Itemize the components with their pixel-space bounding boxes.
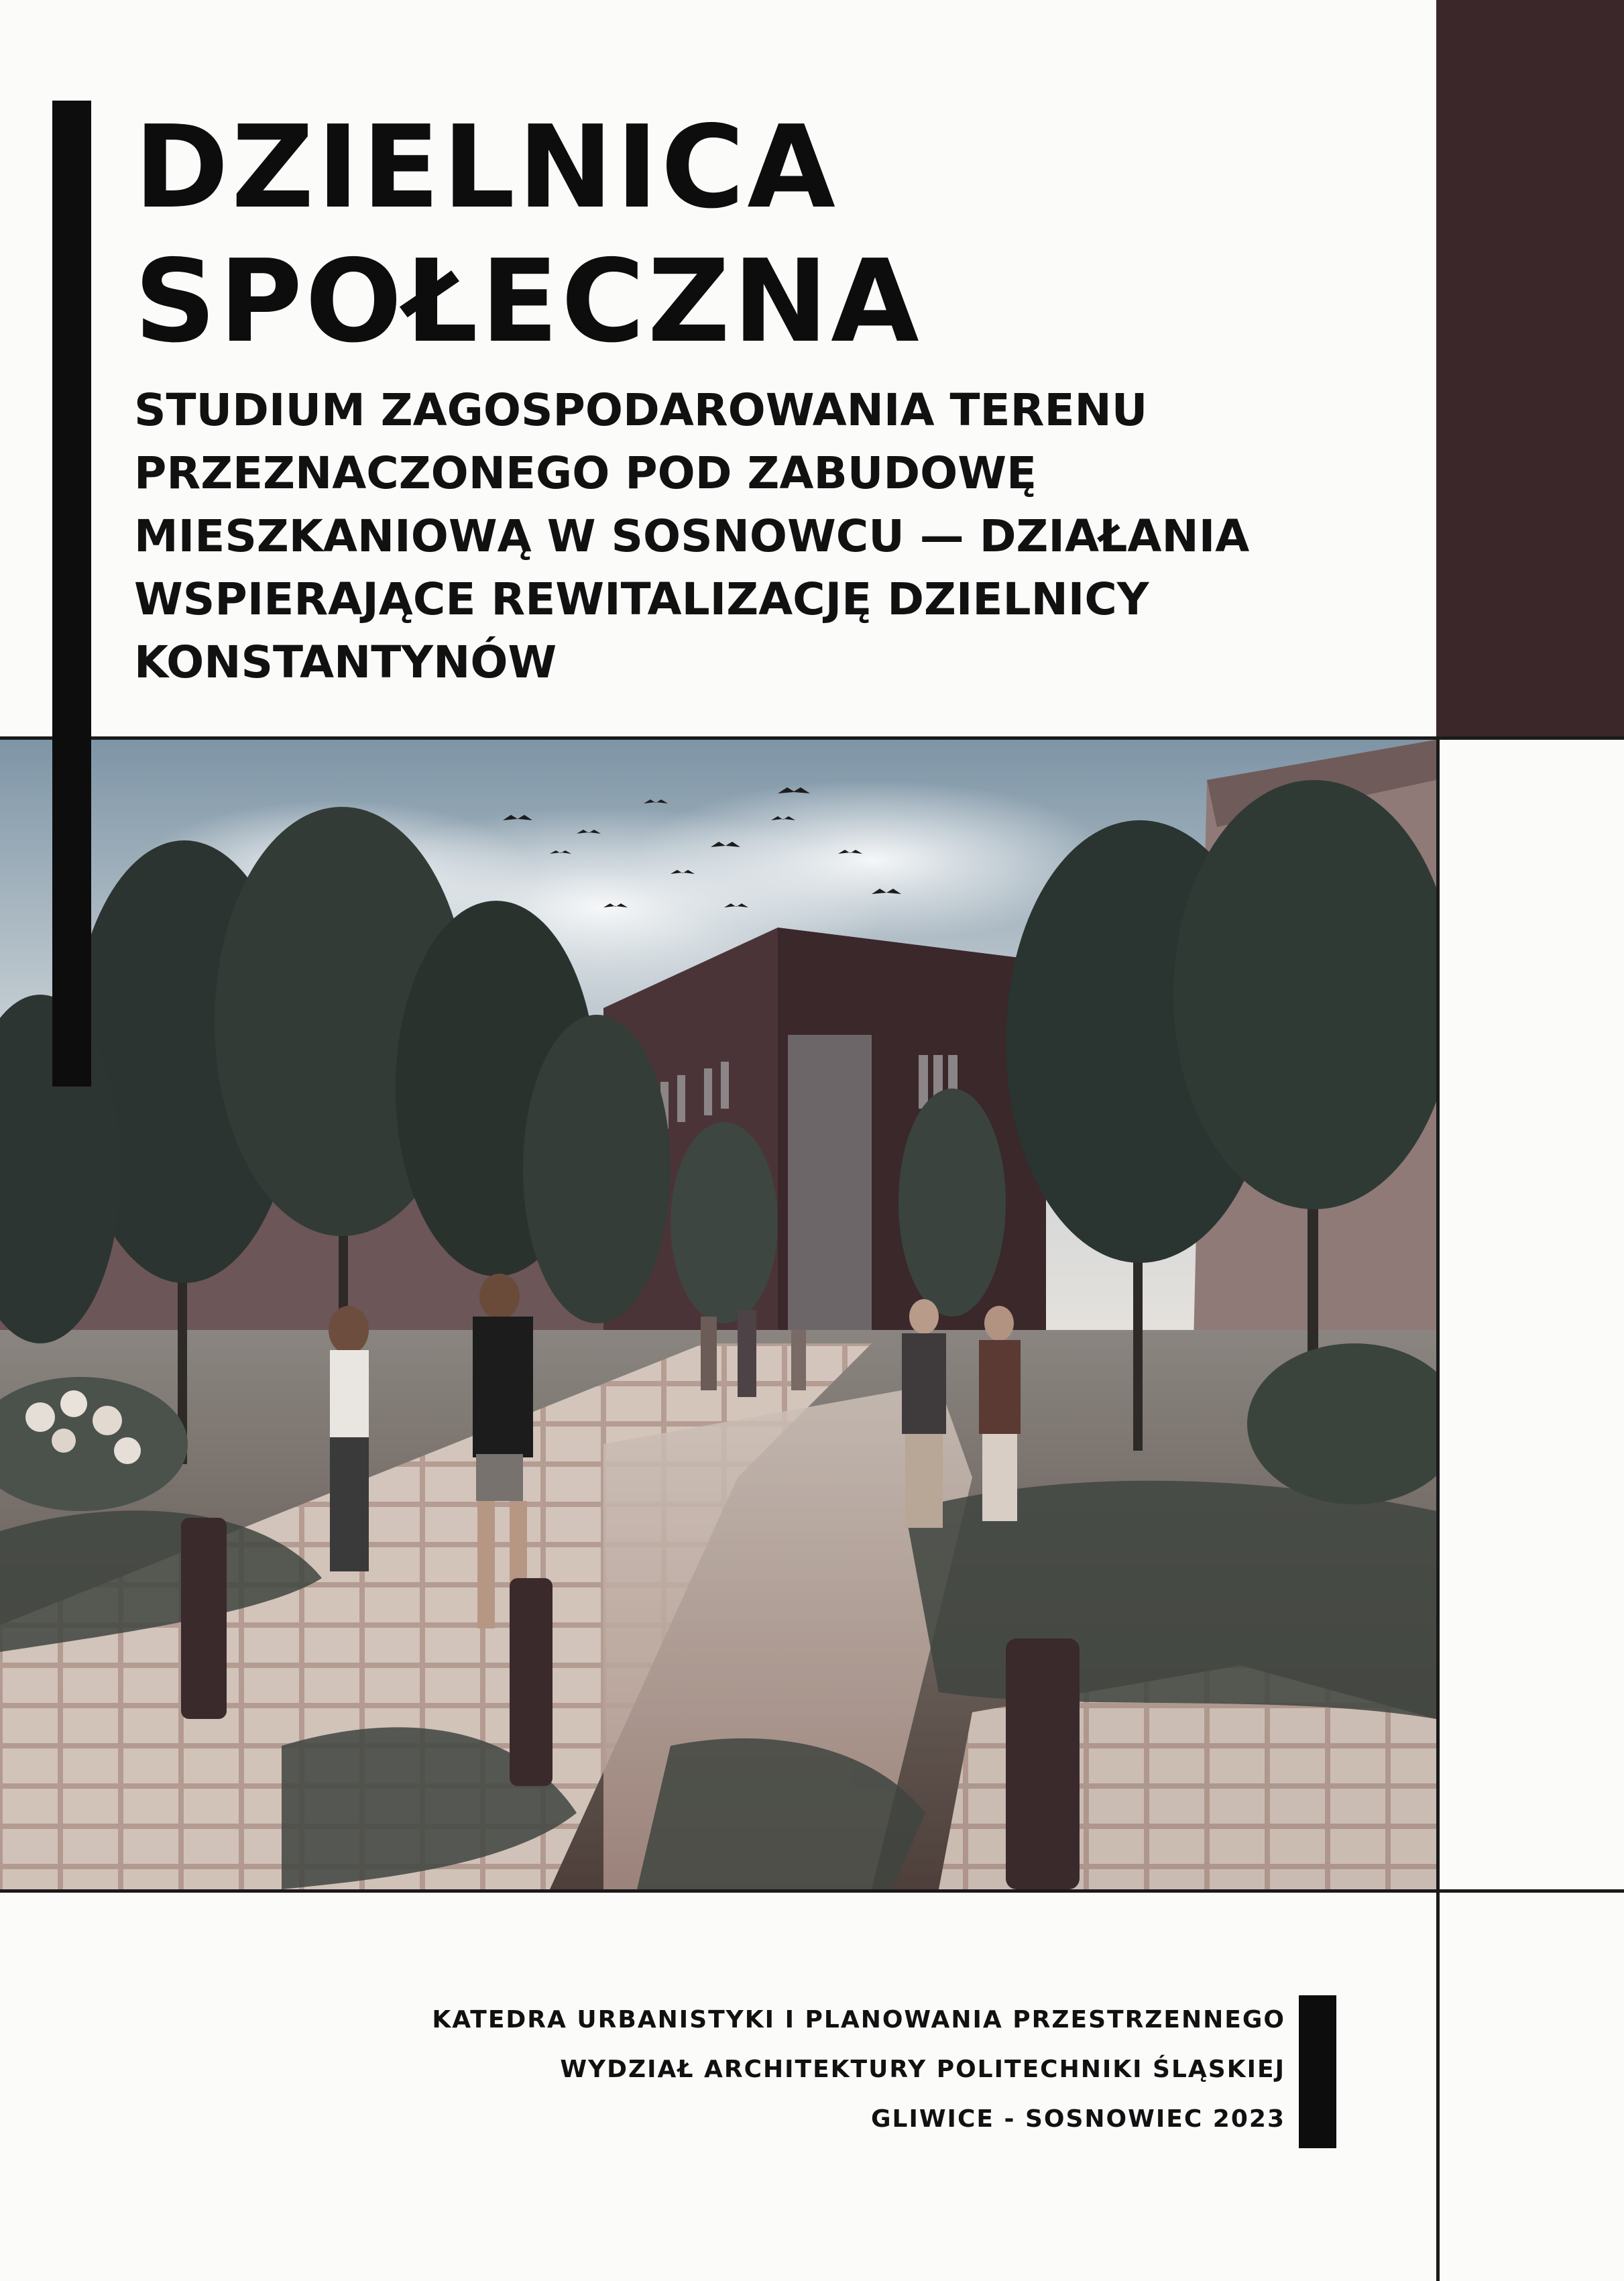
title-line-2: SPOŁECZNA <box>134 235 922 368</box>
book-subtitle <box>134 379 1395 694</box>
building-glazing <box>788 1035 872 1330</box>
subtitle-line: WSPIERAJĄCE REWITALIZACJĘ DZIELNICY <box>134 573 1149 625</box>
subtitle-line: PRZEZNACZONEGO POD ZABUDOWĘ <box>134 447 1037 499</box>
vertical-rule-right <box>1436 736 1440 2281</box>
imprint-accent-bar <box>1299 1995 1336 2148</box>
imprint-line: WYDZIAŁ ARCHITEKTURY POLITECHNIKI ŚLĄSKIEJ <box>560 2056 1285 2083</box>
horizontal-rule-bottom <box>0 1889 1624 1893</box>
imprint-line: GLIWICE - SOSNOWIEC 2023 <box>870 2105 1285 2133</box>
subtitle-line: MIESZKANIOWĄ W SOSNOWCU — DZIAŁANIA <box>134 510 1250 562</box>
cover-illustration <box>0 740 1436 1889</box>
title-line-1: DZIELNICA <box>134 101 838 234</box>
left-accent-bar <box>52 101 91 1087</box>
book-title <box>134 101 922 369</box>
accent-block <box>1436 0 1624 736</box>
publisher-imprint <box>432 1995 1285 2144</box>
subtitle-line: KONSTANTYNÓW <box>134 636 557 688</box>
imprint-line: KATEDRA URBANISTYKI I PLANOWANIA PRZESTRZENNEGO <box>432 2006 1285 2034</box>
subtitle-line: STUDIUM ZAGOSPODAROWANIA TERENU <box>134 384 1148 436</box>
